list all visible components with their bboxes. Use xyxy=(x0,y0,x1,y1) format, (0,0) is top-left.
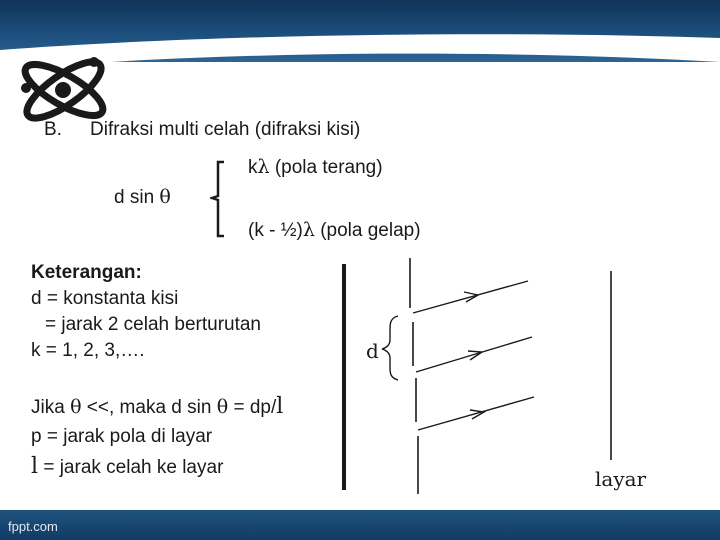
notes-line-l xyxy=(31,454,223,479)
theta-symbol: θ xyxy=(159,186,171,208)
d-label: d xyxy=(366,339,379,363)
dark-case-label: (pola gelap) xyxy=(314,220,421,241)
grating-diagram xyxy=(330,250,670,500)
section-heading: Difraksi multi celah (difraksi kisi) xyxy=(90,119,361,140)
section-marker: B. xyxy=(44,119,62,140)
l-symbol: l xyxy=(276,394,284,419)
lambda-symbol: λ xyxy=(257,156,270,178)
dark-case-prefix: (k - ½) xyxy=(248,220,303,241)
notes-approximation xyxy=(31,394,283,419)
notes-title: Keterangan: xyxy=(31,262,142,283)
bright-case-prefix: k xyxy=(248,157,258,178)
approx-prefix: Jika xyxy=(31,397,71,418)
ray-3 xyxy=(418,397,534,430)
l-line-text: = jarak celah ke layar xyxy=(38,457,224,478)
notes-line-k: k = 1, 2, 3,…. xyxy=(31,340,145,361)
notes-line-p: p = jarak pola di layar xyxy=(31,426,213,447)
equation-dark-case xyxy=(248,219,421,242)
ray-1 xyxy=(413,281,528,313)
case-brace xyxy=(210,160,240,240)
slit-segments xyxy=(410,258,418,494)
footer-band xyxy=(0,510,720,540)
l-symbol: l xyxy=(31,454,39,479)
theta-symbol: θ xyxy=(216,396,229,418)
footer-brand: fppt.com xyxy=(8,519,58,534)
d-brace xyxy=(382,316,398,380)
bright-case-label: (pola terang) xyxy=(269,157,383,178)
approx-eq: = dp/ xyxy=(228,397,277,418)
equation-lhs xyxy=(114,186,171,209)
lambda-symbol: λ xyxy=(302,219,315,241)
equation-bright-case xyxy=(248,156,383,179)
screen-label: layar xyxy=(595,467,647,491)
diffracted-rays xyxy=(413,281,534,430)
lhs-prefix: d sin xyxy=(114,187,160,208)
ray-2 xyxy=(416,337,532,372)
notes-line-d-meaning: = jarak 2 celah berturutan xyxy=(45,314,261,335)
approx-mid: <<, maka d sin xyxy=(81,397,217,418)
notes-line-d: d = konstanta kisi xyxy=(31,288,179,309)
theta-symbol: θ xyxy=(70,396,82,418)
